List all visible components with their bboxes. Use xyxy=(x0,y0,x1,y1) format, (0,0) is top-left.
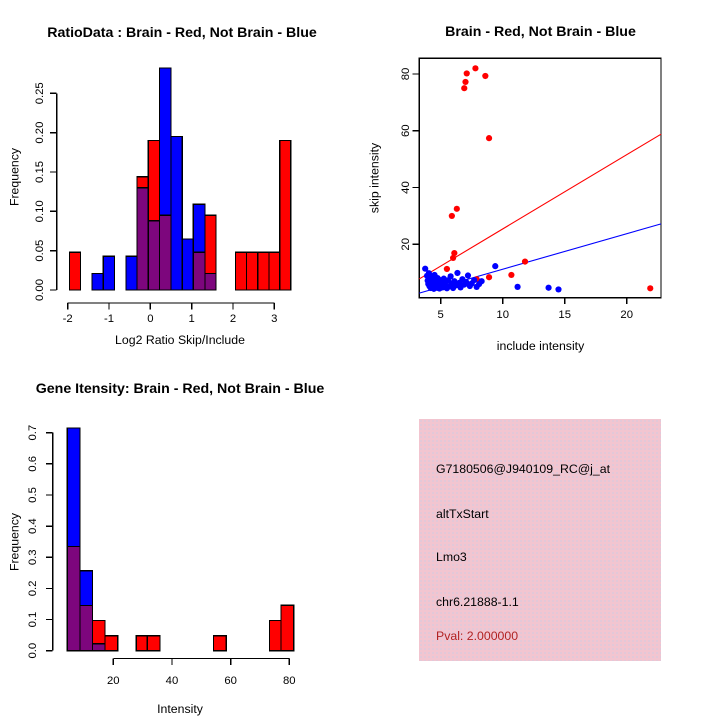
brain-red-bar xyxy=(69,252,80,290)
brain-red-bar xyxy=(258,252,269,290)
x-tick-label: 15 xyxy=(558,309,571,321)
ratio_hist-bars xyxy=(69,68,290,290)
brain-red-bar xyxy=(136,636,147,651)
brain-red-point xyxy=(464,70,470,76)
x-axis-label: Intensity xyxy=(157,702,203,716)
x-axis-label: include intensity xyxy=(496,339,585,353)
brain-red-bar xyxy=(214,636,227,651)
overlap-purple-bar xyxy=(67,546,80,650)
y-tick-label: 0.6 xyxy=(26,455,39,472)
probe-id-text: G7180506@J940109_RC@j_at xyxy=(436,462,611,476)
y-tick-label: 0.2 xyxy=(26,580,39,597)
brain-red-point xyxy=(461,85,467,91)
notbrain-blue-point xyxy=(514,284,520,290)
y-axis-label: Frequency xyxy=(7,147,22,207)
overlap-purple-bar xyxy=(80,606,93,651)
overlap-purple-bar xyxy=(137,188,148,290)
overlap-purple-bar xyxy=(92,644,105,651)
pval-text: Pval: 2.000000 xyxy=(436,629,519,643)
brain-red-point xyxy=(462,79,468,85)
y-axis-label: skip intensity xyxy=(367,142,382,214)
y-tick-label: 80 xyxy=(399,67,412,81)
notbrain-blue-bar xyxy=(126,256,137,290)
ratio_hist-plot-area xyxy=(7,25,317,347)
chromosome-location-text: chr6.21888-1.1 xyxy=(436,595,519,609)
scatter-plot-area xyxy=(367,24,661,353)
ratio_hist-title: RatioData : Brain - Red, Not Brain - Blue xyxy=(47,25,317,41)
notbrain-blue-bar xyxy=(103,256,114,290)
brain-red-point xyxy=(486,274,492,280)
scatter-title: Brain - Red, Not Brain - Blue xyxy=(445,24,636,40)
brain-red-point xyxy=(454,206,460,212)
y-tick-label: 0.3 xyxy=(26,549,39,566)
y-axis-label: Frequency xyxy=(7,512,22,572)
notbrain-blue-point xyxy=(454,270,460,276)
y-tick-label: 40 xyxy=(399,181,412,194)
intensity-scatter-panel xyxy=(360,0,720,360)
notbrain-blue-point xyxy=(555,286,561,292)
y-tick-label: 60 xyxy=(399,124,412,138)
overlap-purple-bar xyxy=(193,252,205,290)
notbrain-blue-point xyxy=(471,277,477,283)
notbrain-blue-bar xyxy=(171,137,182,290)
y-tick-label: 0.5 xyxy=(26,487,39,503)
brain-red-point xyxy=(486,135,492,141)
plot-box xyxy=(419,58,661,298)
notbrain-blue-point xyxy=(479,278,485,284)
brain-red-point xyxy=(444,266,450,272)
y-tick-label: 0.1 xyxy=(26,611,39,628)
x-tick-label: 0 xyxy=(147,313,154,325)
y-tick-label: 0.25 xyxy=(33,82,46,105)
x-tick-label: 40 xyxy=(165,675,179,687)
y-tick-label: 0.00 xyxy=(33,279,46,301)
gene-name-text: Lmo3 xyxy=(436,550,467,564)
y-tick-label: 0.4 xyxy=(26,518,39,534)
x-tick-label: 2 xyxy=(229,313,237,325)
x-tick-label: 10 xyxy=(496,309,509,321)
brain-red-bar xyxy=(147,636,160,651)
x-tick-label: 60 xyxy=(224,675,237,687)
x-tick-label: 80 xyxy=(283,675,296,687)
y-tick-label: 0.10 xyxy=(33,200,46,223)
brain-red-bar xyxy=(269,620,281,650)
y-tick-label: 0.05 xyxy=(33,239,46,262)
overlap-purple-bar xyxy=(205,273,216,290)
x-tick-label: 3 xyxy=(271,313,278,325)
x-tick-label: 20 xyxy=(620,309,633,321)
gene-info-panel xyxy=(419,419,661,661)
y-tick-label: 0.0 xyxy=(26,642,39,659)
brain-red-bar xyxy=(269,252,280,290)
gene_hist-title: Gene Itensity: Brain - Red, Not Brain - Blue xyxy=(35,381,325,397)
brain-red-bar xyxy=(281,605,294,650)
brain-red-bar xyxy=(280,141,291,290)
gene-intensity-histogram-panel xyxy=(0,360,360,720)
x-tick-label: -2 xyxy=(62,313,73,325)
x-axis-label: Log2 Ratio Skip/Include xyxy=(115,333,245,347)
notbrain-blue-point xyxy=(465,272,471,278)
notbrain-blue-bar xyxy=(182,239,193,290)
brain-red-point xyxy=(647,285,653,291)
brain-red-point xyxy=(449,213,455,219)
notbrain-blue-point xyxy=(492,263,498,269)
notbrain-blue-point xyxy=(545,285,551,291)
gene-info-cell xyxy=(360,360,720,720)
x-tick-label: 1 xyxy=(188,313,195,325)
x-tick-label: 20 xyxy=(107,675,120,687)
gene_hist-plot-area xyxy=(7,381,324,716)
notbrain-blue-bar xyxy=(92,273,103,290)
brain-red-point xyxy=(508,272,514,278)
y-tick-label: 20 xyxy=(399,238,412,251)
brain-red-bar xyxy=(105,636,118,651)
y-tick-label: 0.15 xyxy=(33,160,46,183)
brain-red-point xyxy=(450,255,456,261)
gene_hist-bars xyxy=(67,428,293,651)
x-tick-label: 5 xyxy=(437,309,444,321)
splice-type-text: altTxStart xyxy=(436,507,489,521)
brain-red-point xyxy=(522,259,528,265)
ratio-histogram-panel xyxy=(0,0,360,360)
brain-red-point xyxy=(472,65,478,71)
overlap-purple-bar xyxy=(148,221,159,290)
y-tick-label: 0.7 xyxy=(26,424,39,441)
brain-red-bar xyxy=(235,252,246,290)
brain-red-bar xyxy=(247,252,258,290)
overlap-purple-bar xyxy=(159,215,171,290)
y-tick-label: 0.20 xyxy=(33,121,46,144)
brain-red-point xyxy=(482,73,488,79)
x-tick-label: -1 xyxy=(103,313,115,325)
